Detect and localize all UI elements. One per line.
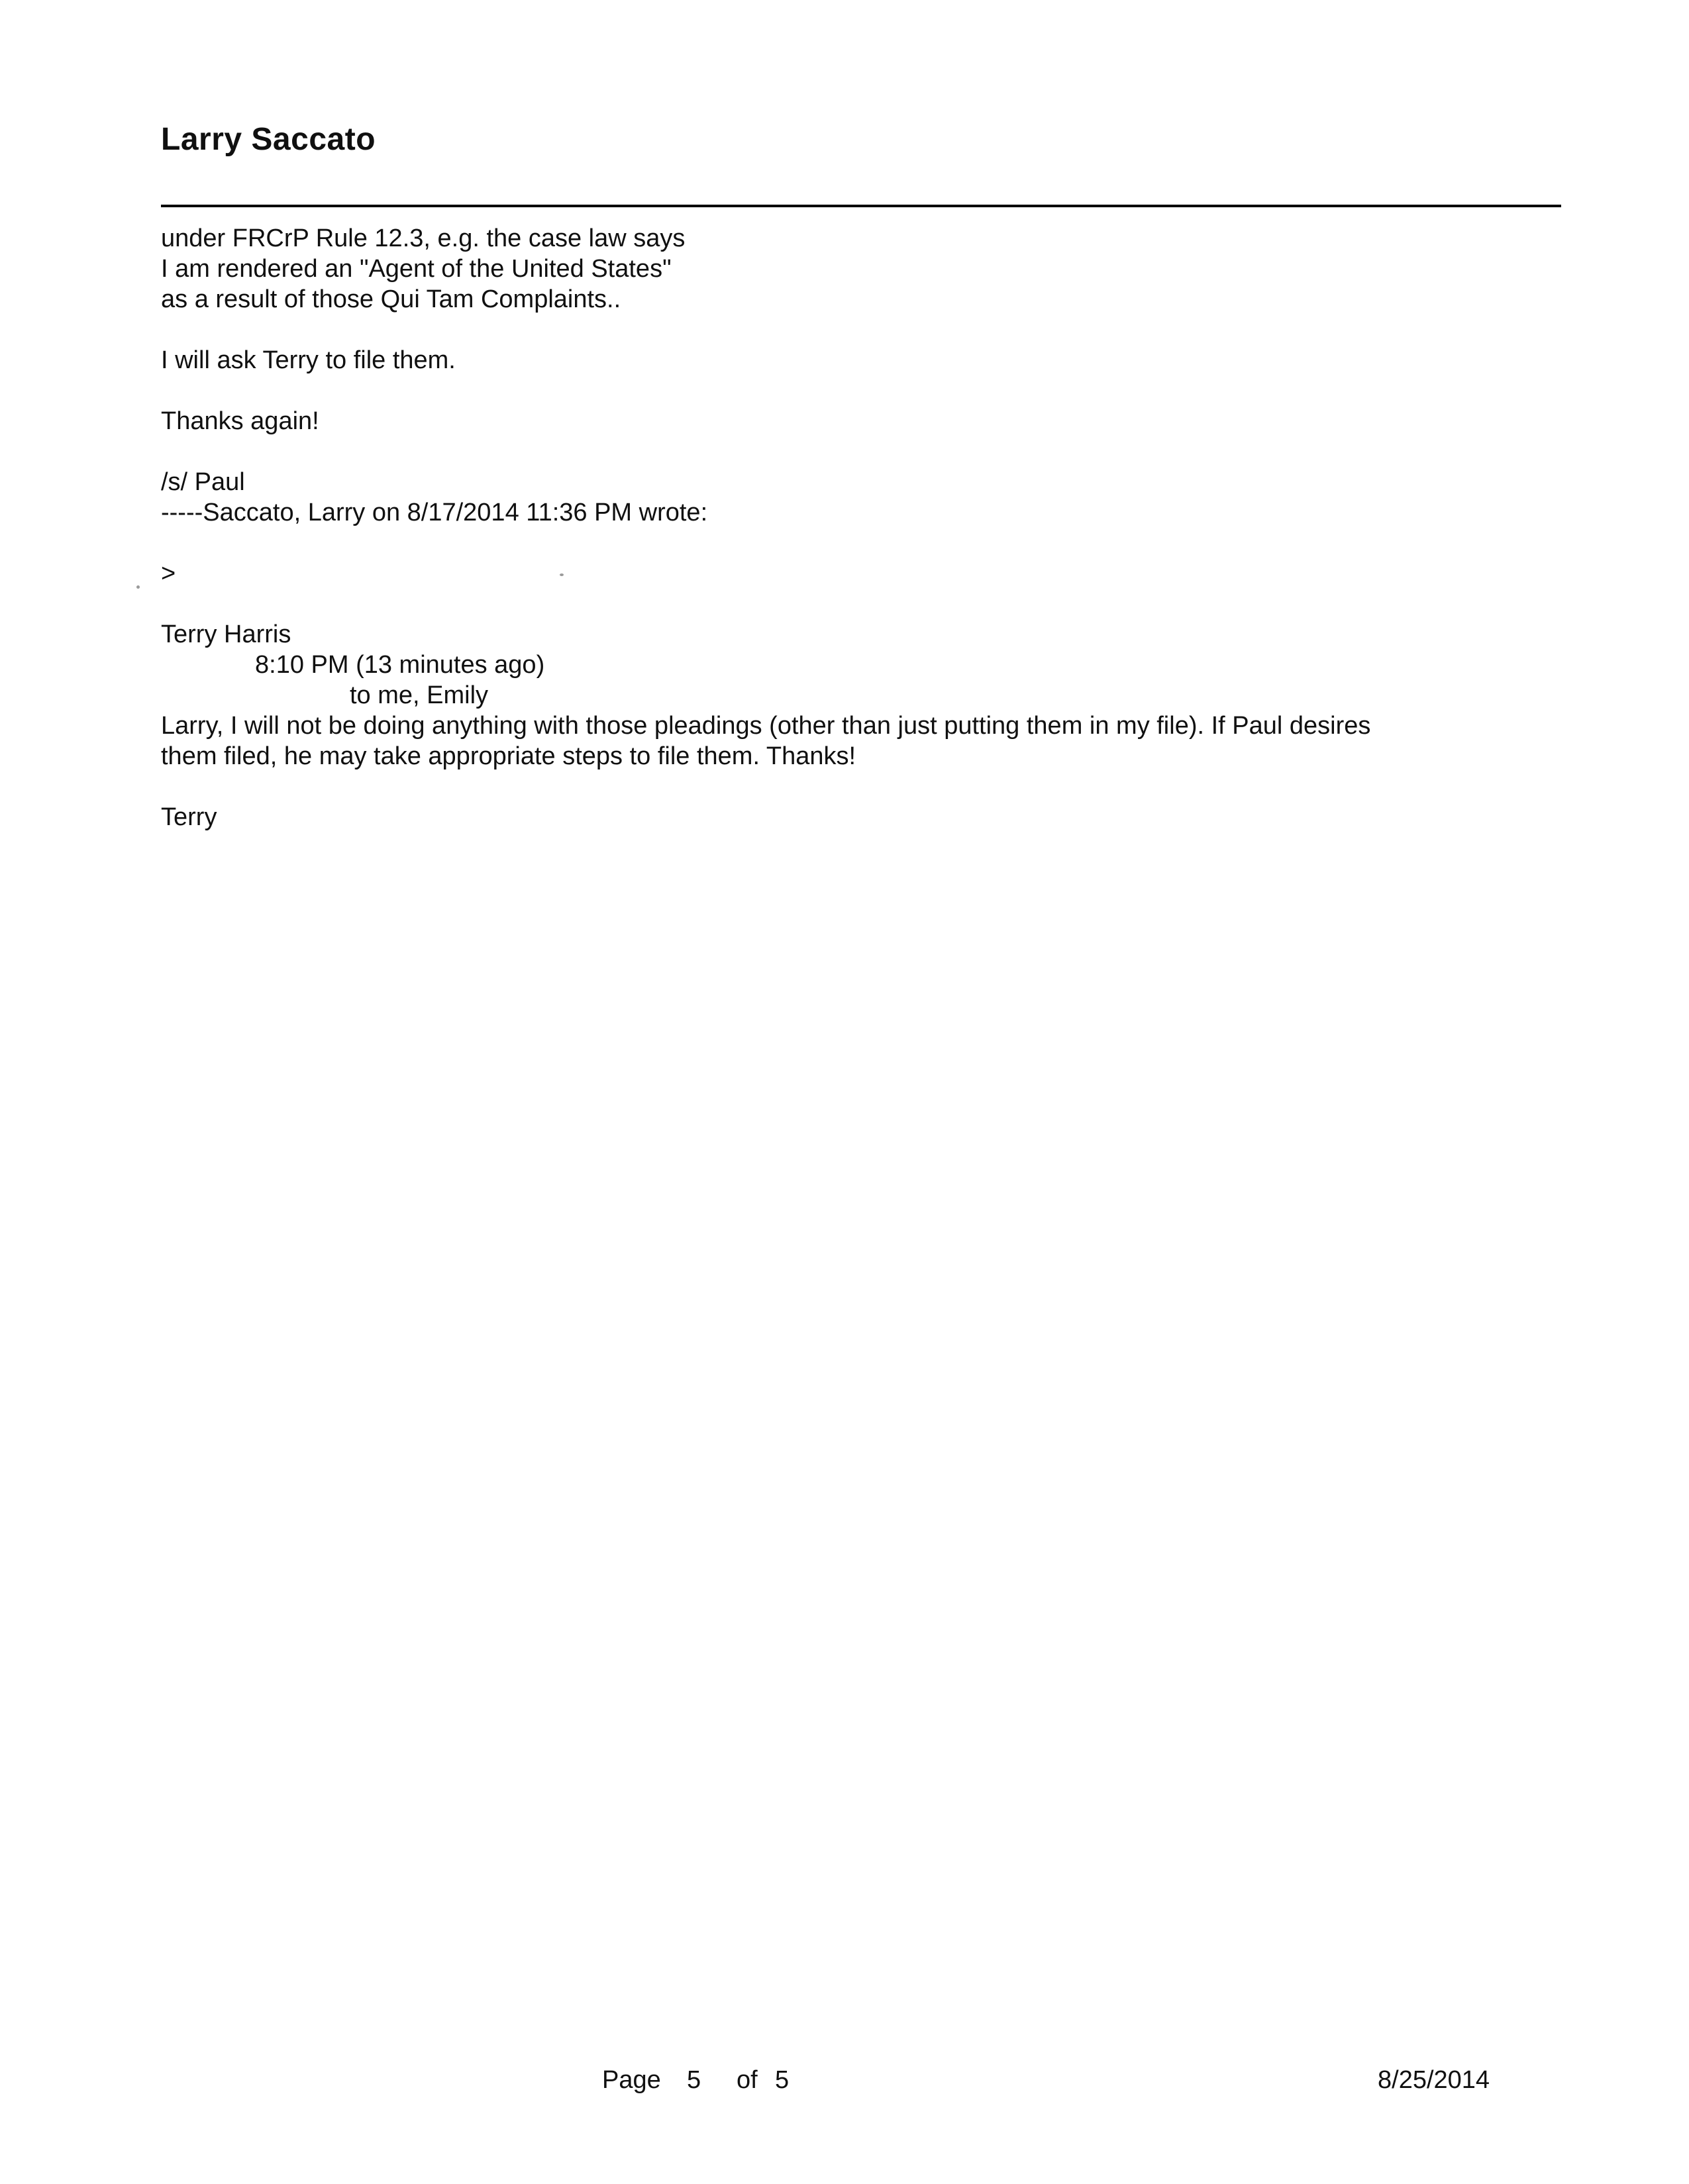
header-divider: [161, 205, 1561, 207]
signature-name: Terry: [161, 803, 217, 831]
quoted-header-line: -----Saccato, Larry on 8/17/2014 11:36 PM wrote:: [161, 499, 708, 526]
blank-line: [161, 436, 1561, 467]
quote-marker: >: [161, 560, 176, 587]
footer-page-total: 5: [775, 2066, 790, 2094]
blank-line: [161, 771, 1561, 802]
signature-line: /s/ Paul: [161, 468, 245, 496]
blank-line: [161, 315, 1561, 345]
body-line: them filed, he may take appropriate steps to file them. Thanks!: [161, 742, 856, 770]
body-line: I am rendered an "Agent of the United States": [161, 255, 672, 283]
footer-of-label: of: [737, 2066, 758, 2094]
body-line: under FRCrP Rule 12.3, e.g. the case law says: [161, 224, 686, 252]
scan-artifact: [560, 573, 564, 576]
page-title: Larry Saccato: [161, 122, 376, 157]
body-line: I will ask Terry to file them.: [161, 346, 456, 374]
page-footer: [0, 2065, 1689, 2105]
document-content: [161, 123, 1561, 832]
body-line: as a result of those Qui Tam Complaints..: [161, 285, 621, 313]
blank-line: [161, 375, 1561, 406]
body-line: Thanks again!: [161, 407, 319, 435]
body-line: Larry, I will not be doing anything with those pleadings (other than just putting them in my file). If Paul desires: [161, 712, 1371, 740]
footer-page-number: 5: [687, 2066, 701, 2094]
blank-line: [161, 589, 1561, 619]
blank-line: [161, 528, 1561, 558]
message-recipients: to me, Emily: [350, 681, 489, 709]
footer-page-label: Page: [602, 2066, 661, 2094]
message-timestamp: 8:10 PM (13 minutes ago): [255, 651, 545, 679]
email-body: [161, 223, 1561, 832]
sender-name: Terry Harris: [161, 620, 291, 648]
footer-date: 8/25/2014: [1378, 2066, 1490, 2094]
scan-artifact: [136, 585, 140, 589]
